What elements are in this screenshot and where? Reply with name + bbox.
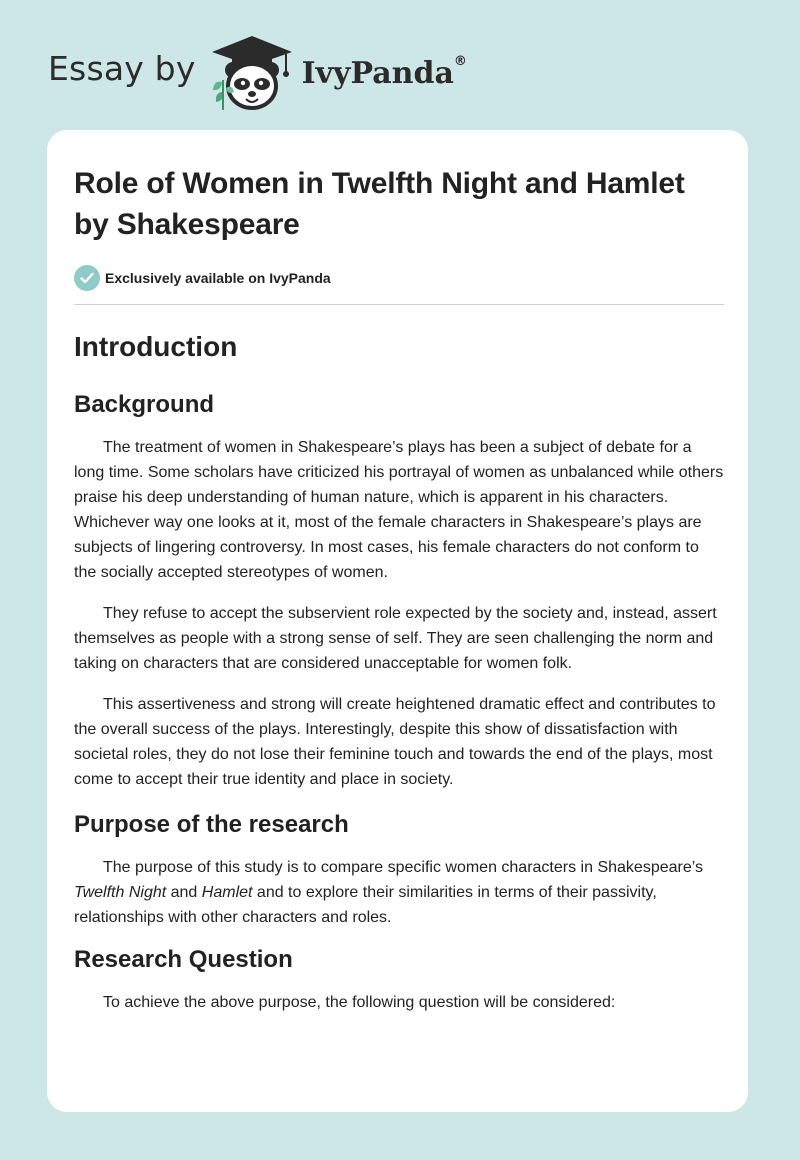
essay-by-label: Essay by	[48, 48, 196, 88]
article-card	[47, 130, 748, 1112]
subheading-research-question: Research Question	[74, 946, 293, 973]
check-icon	[74, 265, 100, 291]
play-title-hamlet: Hamlet	[201, 884, 253, 901]
panda-logo-icon[interactable]	[206, 34, 298, 114]
subheading-background: Background	[74, 391, 215, 418]
subheading-purpose: Purpose of the research	[74, 811, 349, 838]
paragraph: They refuse to accept the subservient role expected by the society and, instead, assert themselves as people with a strong sense of self. They are seen challenging the norm and taking on characters that are considered unacceptable for women folk.	[74, 605, 717, 672]
paragraph: The treatment of women in Shakespeare’s plays has been a subject of debate for a long time. Some scholars have criticized his portrayal of women as unbalanced while others praise his deep understanding of human nature, which is apparent in his characters. Whichever way one looks at it, most of the female characters in Shakespeare’s plays are subjects of lingering controversy. In most cases, his female characters do not conform to the socially accepted stereotypes of women.	[74, 439, 724, 581]
paragraph-purpose	[74, 855, 724, 930]
exclusive-badge	[74, 265, 724, 291]
registered-mark: ®	[453, 53, 467, 69]
paragraph-research-question: To achieve the above purpose, the following question will be considered:	[103, 994, 616, 1011]
divider	[74, 304, 724, 305]
purpose-text-start: The purpose of this study is to compare specific women characters in Shakespeare’s	[103, 859, 703, 876]
article-content	[74, 163, 724, 1015]
site-header	[48, 34, 467, 114]
purpose-text-end: and to explore their similarities in terms of their passivity, relationships with other characters and roles.	[74, 884, 657, 926]
brand-text: IvyPanda	[301, 55, 454, 91]
play-title-twelfth-night: Twelfth Night	[74, 884, 167, 901]
purpose-text-and: and	[166, 884, 202, 901]
section-heading-introduction: Introduction	[74, 331, 238, 362]
brand-name[interactable]	[301, 53, 467, 91]
exclusive-badge-text: Exclusively available on IvyPanda	[105, 270, 331, 286]
paragraph: This assertiveness and strong will create heightened dramatic effect and contributes to the overall success of the plays. Interestingly, despite this show of dissatisfaction with societal roles, they do not lose their feminine touch and towards the end of the plays, most come to accept their true identity and place in society.	[74, 696, 716, 788]
article-title: Role of Women in Twelfth Night and Hamlet by Shakespeare	[74, 167, 685, 241]
